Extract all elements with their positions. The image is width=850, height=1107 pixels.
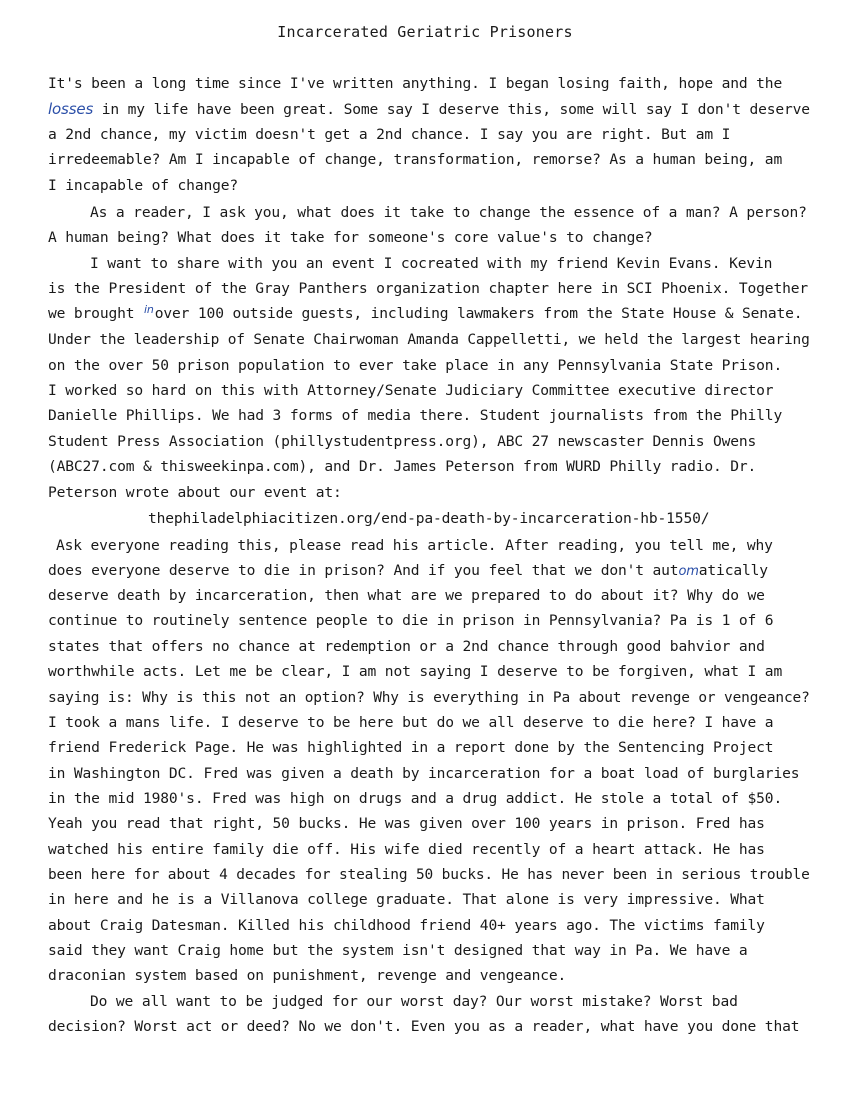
text-span: irredeemable? Am I incapable of change, transformation, remorse? As a human being, am <box>48 151 783 168</box>
text-line <box>48 841 765 859</box>
document-title: Incarcerated Geriatric Prisoners <box>277 23 573 41</box>
text-line <box>48 689 810 707</box>
text-span: states that offers no chance at redemption or a 2nd chance through good bahvior and <box>48 638 765 655</box>
text-line <box>48 305 802 324</box>
text-line <box>48 815 765 833</box>
text-span: It's been a long time since I've written anything. I began losing faith, hope and the <box>48 75 783 92</box>
text-span: Under the leadership of Senate Chairwoman Amanda Cappelletti, we held the largest hearing <box>48 331 810 348</box>
text-line <box>90 255 772 273</box>
text-line <box>48 357 782 375</box>
text-line <box>48 638 765 656</box>
text-line <box>48 866 810 884</box>
text-line <box>56 537 773 555</box>
text-line <box>48 942 748 960</box>
text-span: in here and he is a Villanova college graduate. That alone is very impressive. What <box>48 891 765 908</box>
text-span: in Washington DC. Fred was given a death by incarceration for a boat load of burglaries <box>48 765 800 782</box>
text-span: in the mid 1980's. Fred was high on drugs and a drug addict. He stole a total of $50. <box>48 790 783 807</box>
text-span: Do we all want to be judged for our worst day? Our worst mistake? Worst bad <box>90 993 738 1010</box>
text-span: I worked so hard on this with Attorney/Senate Judiciary Committee executive director <box>48 382 774 399</box>
text-line <box>48 1018 799 1036</box>
text-span: A human being? What does it take for someone's core value's to change? <box>48 229 653 246</box>
text-line <box>48 100 810 119</box>
text-span: Student Press Association (phillystudentpress.org), ABC 27 newscaster Dennis Owens <box>48 433 757 450</box>
text-line <box>48 126 730 144</box>
article-url <box>148 510 709 528</box>
text-span: Danielle Phillips. We had 3 forms of media there. Student journalists from the Philly <box>48 407 783 424</box>
text-line <box>48 280 808 298</box>
text-line <box>48 663 782 681</box>
handwritten-correction: losses <box>48 100 94 118</box>
text-span: saying is: Why is this not an option? Why is everything in Pa about revenge or vengeance? <box>48 689 810 706</box>
text-line <box>48 790 782 808</box>
text-line <box>48 739 773 757</box>
text-span: continue to routinely sentence people to die in prison in Pennsylvania? Pa is 1 of 6 <box>48 612 774 629</box>
text-span: As a reader, I ask you, what does it take to change the essence of a man? A person? <box>90 204 807 221</box>
text-span: Yeah you read that right, 50 bucks. He was given over 100 years in prison. Fred has <box>48 815 765 832</box>
text-span: I took a mans life. I deserve to be here but do we all deserve to die here? I have a <box>48 714 774 731</box>
text-line <box>48 891 765 909</box>
text-line <box>48 765 799 783</box>
text-line <box>48 484 342 502</box>
text-line <box>48 177 238 195</box>
text-span: on the over 50 prison population to ever take place in any Pennsylvania State Prison. <box>48 357 783 374</box>
text-span: is the President of the Gray Panthers organization chapter here in SCI Phoenix. Together <box>48 280 808 297</box>
text-span: been here for about 4 decades for stealing 50 bucks. He has never been in serious trouble <box>48 866 810 883</box>
text-span: said they want Craig home but the system isn't designed that way in Pa. We have a <box>48 942 748 959</box>
text-line <box>48 612 773 630</box>
text-span: (ABC27.com & thisweekinpa.com), and Dr. James Peterson from WURD Philly radio. Dr. <box>48 458 757 475</box>
text-line <box>48 151 782 169</box>
handwritten-insertion: in <box>144 303 154 316</box>
text-span: worthwhile acts. Let me be clear, I am not saying I deserve to be forgiven, what I am <box>48 663 783 680</box>
text-span: watched his entire family die off. His wife died recently of a heart attack. He has <box>48 841 765 858</box>
text-line <box>48 382 773 400</box>
text-line <box>48 917 765 935</box>
text-span: I want to share with you an event I cocreated with my friend Kevin Evans. Kevin <box>90 255 773 272</box>
text-line <box>48 433 756 451</box>
text-line <box>48 562 768 581</box>
text-span: I incapable of change? <box>48 177 238 194</box>
text-span: atically <box>698 562 768 579</box>
text-span: draconian system based on punishment, revenge and vengeance. <box>48 967 567 984</box>
text-span: over 100 outside guests, including lawmakers from the State House & Senate. <box>154 305 803 322</box>
text-line <box>48 229 653 247</box>
text-line <box>48 75 782 93</box>
text-span: does everyone deserve to die in prison? And if you feel that we don't aut <box>48 562 679 579</box>
text-span: friend Frederick Page. He was highlighted in a report done by the Sentencing Project <box>48 739 774 756</box>
text-line <box>48 331 810 349</box>
text-line <box>90 204 807 222</box>
text-span: a 2nd chance, my victim doesn't get a 2nd chance. I say you are right. But am I <box>48 126 731 143</box>
text-span: Ask everyone reading this, please read his article. After reading, you tell me, why <box>56 537 773 554</box>
text-span: decision? Worst act or deed? No we don't. Even you as a reader, what have you done that <box>48 1018 800 1035</box>
text-line <box>48 587 765 605</box>
text-line <box>48 458 756 476</box>
text-span: Peterson wrote about our event at: <box>48 484 342 501</box>
text-span: deserve death by incarceration, then what are we prepared to do about it? Why do we <box>48 587 765 604</box>
text-line <box>48 967 566 985</box>
text-line <box>48 714 773 732</box>
text-line <box>48 407 782 425</box>
text-span: we brought <box>48 305 143 322</box>
text-line <box>90 993 738 1011</box>
text-span: about Craig Datesman. Killed his childhood friend 40+ years ago. The victims family <box>48 917 765 934</box>
text-span: in my life have been great. Some say I deserve this, some will say I don't deserve <box>93 101 810 118</box>
handwritten-correction: om <box>678 564 699 579</box>
text-span: thephiladelphiacitizen.org/end-pa-death-by-incarceration-hb-1550/ <box>148 510 710 527</box>
